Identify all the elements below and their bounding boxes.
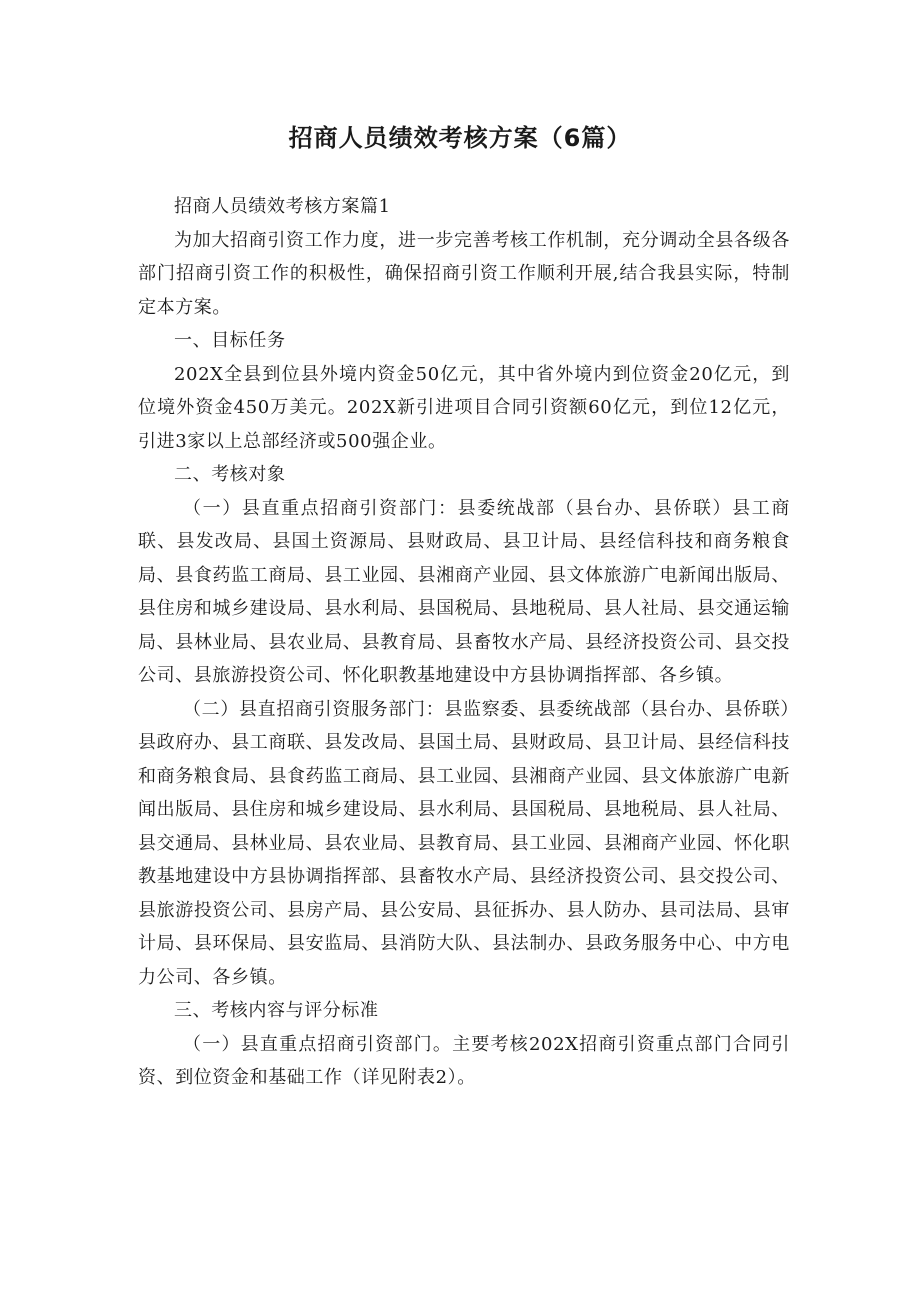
section-heading-subjects: 二、考核对象 bbox=[174, 464, 286, 485]
paragraph-targets: 202X全县到位县外境内资金50亿元，其中省外境内到位资金20亿元，到位境外资金450万美元。202X新引进项目合同引资额60亿元，到位12亿元，引进3家以上总部经济或500强企业。 bbox=[138, 363, 790, 452]
paragraph-criteria-key: （一）县直重点招商引资部门。主要考核202X招商引资重点部门合同引资、到位资金和基础工作（详见附表2）。 bbox=[138, 1033, 790, 1088]
document-body bbox=[138, 190, 790, 1095]
section-heading-part1: 招商人员绩效考核方案篇1 bbox=[174, 196, 391, 217]
section-heading-criteria: 三、考核内容与评分标准 bbox=[174, 1000, 379, 1021]
paragraph-intro: 为加大招商引资工作力度，进一步完善考核工作机制，充分调动全县各级各部门招商引资工作的积极性，确保招商引资工作顺利开展,结合我县实际，特制定本方案。 bbox=[138, 229, 790, 318]
section-heading-targets: 一、目标任务 bbox=[174, 330, 286, 351]
paragraph-service-departments: （二）县直招商引资服务部门：县监察委、县委统战部（县台办、县侨联）县政府办、县工商联、县发改局、县国土局、县财政局、县卫计局、县经信科技和商务粮食局、县食药监工商局、县工业园、县湘商产业园、县文体旅游广电新闻出版局、县住房和城乡建设局、县水利局、县国税局、县地税局、县人社局、县交通局、县林业局、县农业局、县教育局、县工业园、县湘商产业园、怀化职教基地建设中方县协调指挥部、县畜牧水产局、县经济投资公司、县交投公司、县旅游投资公司、县房产局、县公安局、县征拆办、县人防办、县司法局、县审计局、县环保局、县安监局、县消防大队、县法制办、县政务服务中心、中方电力公司、各乡镇。 bbox=[138, 698, 790, 988]
paragraph-key-departments: （一）县直重点招商引资部门：县委统战部（县台办、县侨联）县工商联、县发改局、县国土资源局、县财政局、县卫计局、县经信科技和商务粮食局、县食药监工商局、县工业园、县湘商产业园、县文体旅游广电新闻出版局、县住房和城乡建设局、县水利局、县国税局、县地税局、县人社局、县交通运输局、县林业局、县农业局、县教育局、县畜牧水产局、县经济投资公司、县交投公司、县旅游投资公司、怀化职教基地建设中方县协调指挥部、各乡镇。 bbox=[138, 497, 790, 686]
document-title: 招商人员绩效考核方案（6篇） bbox=[288, 124, 632, 152]
